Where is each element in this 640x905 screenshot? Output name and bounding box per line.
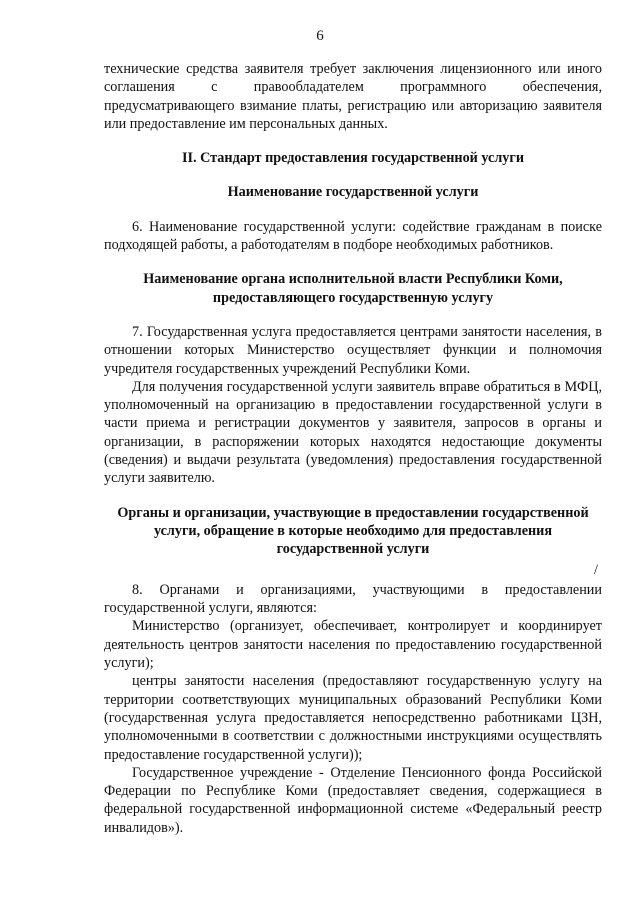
paragraph-7-mfc: Для получения государственной услуги заявитель вправе обратиться в МФЦ, уполномоченный на организацию в предоставлении государственной услуги в части приема и регистрации документов у заявителя, запросов в органы и организации, в распоряжении которых находятся недостающие документы (сведения) и выдачи результата (уведомления) предоставления государственной услуги заявителю. [104, 378, 602, 487]
paragraph-8: 8. Органами и организациями, участвующими в предоставлении государственной услуги, являются: [104, 581, 602, 617]
subheading-participating-organizations: Органы и организации, участвующие в предоставлении государственной услуги, обращение в которые необходимо для предоставления государственной услуги [117, 504, 589, 558]
subheading-authority: Наименование органа исполнительной власти Республики Коми, предоставляющего государственную услугу [143, 271, 563, 306]
paragraph-8-employment-centers: центры занятости населения (предоставляют государственную услугу на территории соответствующих муниципальных образований Республики Коми (государственная услуга предоставляется непосредственно работниками ЦЗН, уполномоченными в соответствии с должностными инструкциями осуществлять предоставление государственной услуги)); [104, 673, 602, 763]
paragraph-8-pension-fund: Государственное учреждение - Отделение Пенсионного фонда Российской Федерации по Республике Коми (предоставляет сведения, содержащиеся в федеральной государственной информационной системе «Федеральный реестр инвалидов»). [104, 764, 602, 836]
subheading-service-name: Наименование государственной услуги [227, 184, 479, 201]
page-number: 6 [316, 28, 324, 44]
intro-paragraph: технические средства заявителя требует заключения лицензионного или иного соглашения с правообладателем программного обеспечения, предусматривающего взимание платы, регистрацию или авторизацию заявителя или предоставление им персональных данных. [104, 61, 602, 132]
paragraph-6: 6. Наименование государственной услуги: содействие гражданам в поиске подходящей работы, а работодателям в подборе необходимых работников. [104, 218, 602, 254]
document-body [104, 60, 602, 837]
paragraph-7: 7. Государственная услуга предоставляется центрами занятости населения, в отношении которых Министерство осуществляет функции и полномочия учредителя государственных учреждений Республики Коми. [104, 323, 602, 377]
paragraph-8-ministry: Министерство (организует, обеспечивает, контролирует и координирует деятельность центров занятости населения по предоставлению государственной услуги); [104, 618, 602, 672]
slash-mark: / [594, 561, 598, 578]
section-heading-standard: II. Стандарт предоставления государственной услуги [181, 150, 525, 167]
